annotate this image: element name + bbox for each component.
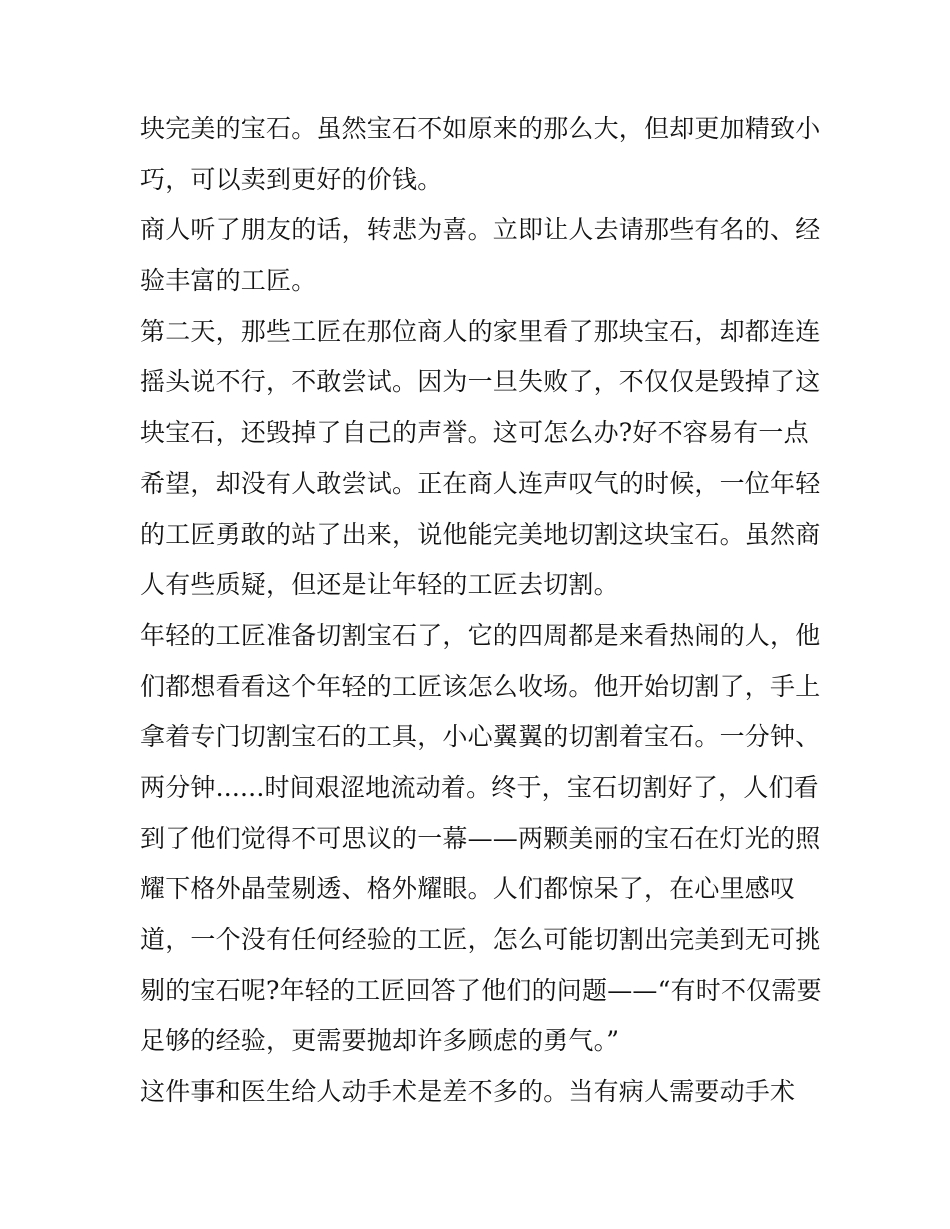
text-line: 第二天，那些工匠在那位商人的家里看了那块宝石，却都连连 — [140, 316, 821, 346]
text-line: 验丰富的工匠。 — [140, 266, 317, 296]
text-line: 块完美的宝石。虽然宝石不如原来的那么大，但却更加精致小 — [140, 114, 821, 143]
text-line: 的工匠勇敢的站了出来，说他能完美地切割这块宝石。虽然商 — [140, 519, 821, 549]
text-line: 耀下格外晶莹剔透、格外耀眼。人们都惊呆了，在心里感叹 — [140, 874, 796, 904]
text-line: 人有些质疑，但还是让年轻的工匠去切割。 — [140, 570, 619, 600]
text-line: 到了他们觉得不可思议的一幕——两颗美丽的宝石在灯光的照 — [140, 823, 821, 853]
text-line: 巧，可以卖到更好的价钱。 — [140, 164, 443, 194]
text-line: 道，一个没有任何经验的工匠，怎么可能切割出完美到无可挑 — [140, 925, 821, 954]
text-line: 希望，却没有人敢尝试。正在商人连声叹气的时候，一位年轻 — [140, 468, 821, 498]
text-line: 们都想看看这个年轻的工匠该怎么收场。他开始切割了，手上 — [140, 671, 821, 701]
text-line: 足够的经验，更需要抛却许多顾虑的勇气。” — [140, 1026, 620, 1056]
text-line: 两分钟......时间艰涩地流动着。终于，宝石切割好了，人们看 — [140, 772, 819, 802]
text-line: 这件事和医生给人动手术是差不多的。当有病人需要动手术 — [140, 1077, 796, 1107]
text-line: 商人听了朋友的话，转悲为喜。立即让人去请那些有名的、经 — [140, 215, 821, 245]
body-text — [140, 104, 830, 1118]
text-line: 摇头说不行，不敢尝试。因为一旦失败了，不仅仅是毁掉了这 — [140, 367, 821, 397]
text-line: 年轻的工匠准备切割宝石了，它的四周都是来看热闹的人，他 — [140, 620, 821, 650]
text-line: 块宝石，还毁掉了自己的声誉。这可怎么办?好不容易有一点 — [140, 418, 809, 448]
text-line: 拿着专门切割宝石的工具，小心翼翼的切割着宝石。一分钟、 — [140, 722, 821, 752]
text-line: 剔的宝石呢?年轻的工匠回答了他们的问题——“有时不仅需要 — [140, 975, 822, 1005]
